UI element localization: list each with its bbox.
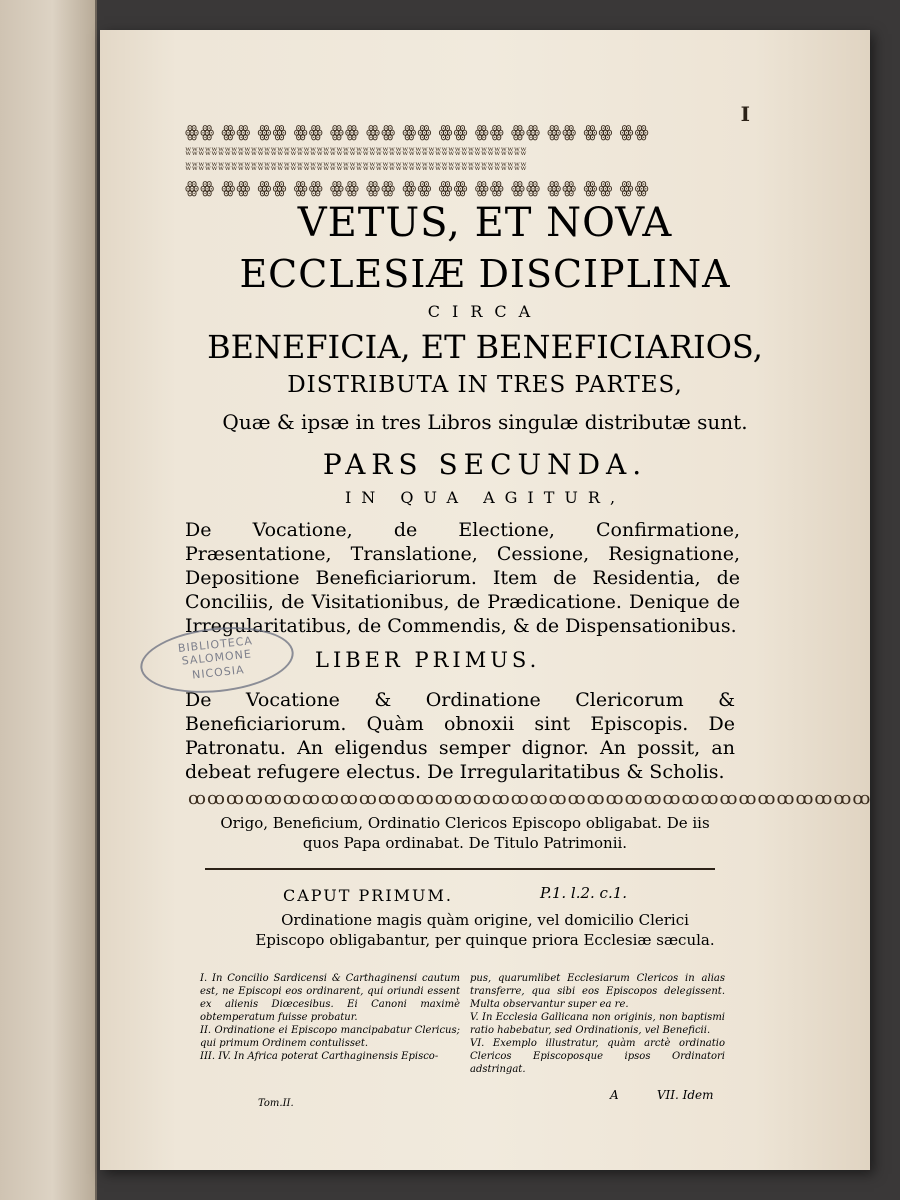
signature-mark [610, 1088, 714, 1102]
page-number: I [740, 102, 750, 126]
note-left-3: III. IV. In Africa poterat Carthaginensis Episco- [200, 1051, 439, 1062]
note-right-2: V. In Ecclesia Gallicana non originis, non baptismi ratio habebatur, sed Ordinationis, vel Beneficii. [470, 1012, 725, 1036]
title-line-1: VETUS, ET NOVA [297, 200, 673, 246]
ornament-middle-row: ʬʬʬʬʬʬʬʬʬʬʬʬʬʬʬʬʬʬʬʬʬʬʬʬʬʬʬʬʬʬʬʬʬʬʬʬʬʬʬʬʬʬʬʬʬʬʬʬʬʬʬʬ [185, 145, 527, 158]
chapter-summary: Origo, Beneficium, Ordinatio Clericos Episcopo obligabat. De iis quos Papa ordinabat. De Titulo Patrimonii. [220, 814, 710, 852]
note-right-3: VI. Exemplo illustratur, quàm arctè ordinatio Clericos Episcoposque ipsos Ordinatori adstringat. [470, 1038, 725, 1075]
signature-letter: A [610, 1088, 619, 1102]
title-line-5: DISTRIBUTA IN TRES PARTES, [287, 372, 683, 398]
in-qua-agitur: IN QUA AGITUR, [344, 488, 626, 507]
notes-left-column [200, 972, 460, 1063]
facing-page-edge [0, 0, 97, 1200]
catchword: VII. Idem [656, 1088, 714, 1102]
contents-paragraph: De Vocatione, de Electione, Confirmatione, Præsentatione, Translatione, Cessione, Resignatione, Depositione Beneficiariorum. Item de Residentia, de Conciliis, de Visitationibus, de Prædicatione. Denique de Irregularitatibus, de Commendis, & de Dispensationibus. [185, 519, 740, 637]
ornament-top-row: ꙮꙮ ꙮꙮ ꙮꙮ ꙮꙮ ꙮꙮ ꙮꙮ ꙮꙮ ꙮꙮ ꙮꙮ ꙮꙮ ꙮꙮ ꙮꙮ ꙮꙮ [185, 122, 650, 141]
title-line-3: CIRCA [427, 302, 543, 321]
liber-heading: LIBER PRIMUS. [315, 648, 541, 672]
horizontal-rule [205, 868, 715, 870]
title-line-4: BENEFICIA, ET BENEFICIARIOS, [207, 328, 763, 366]
note-right-1: pus, quarumlibet Ecclesiarum Clericos in alias transferre, qua sibi eos Episcopos delegissent. Multa observantur super ea re. [470, 973, 725, 1010]
caput-title: CAPUT PRIMUM. [283, 886, 453, 905]
note-left-1: I. In Concilio Sardicensi & Carthaginensi cautum est, ne Episcopi eos ordinarent, qui oriundi essent ex alienis Diœcesibus. Ei Canoni maximè obtemperatum fuisse probatur. [200, 973, 460, 1023]
pars-heading: PARS SECUNDA. [322, 448, 648, 481]
title-line-6: Quæ & ipsæ in tres Libros singulæ distributæ sunt. [222, 410, 748, 434]
note-left-2: II. Ordinatione ei Episcopo mancipabatur Clericus; qui primum Ordinem contulisset. [200, 1025, 460, 1049]
ornament-bottom-row: ꙮꙮ ꙮꙮ ꙮꙮ ꙮꙮ ꙮꙮ ꙮꙮ ꙮꙮ ꙮꙮ ꙮꙮ ꙮꙮ ꙮꙮ ꙮꙮ ꙮꙮ [185, 178, 650, 197]
ornament-band: ꝏꝏꝏꝏꝏꝏꝏꝏꝏꝏꝏꝏꝏꝏꝏꝏꝏꝏꝏꝏꝏꝏꝏꝏꝏꝏꝏꝏꝏꝏꝏꝏꝏꝏꝏꝏ [188, 788, 872, 809]
stamp-top-text: BIBLIOTECA SALOMONE [177, 634, 254, 668]
notes-right-column [470, 972, 725, 1076]
title-line-2: ECCLESIÆ DISCIPLINA [239, 252, 731, 296]
liber-paragraph: De Vocatione & Ordinatione Clericorum & Beneficiariorum. Quàm obnoxii sint Episcopis. De Patronatu. An eligendus semper dignor. An possit, an debeat refugere electus. De Irregularitatibus & Scholis. [185, 689, 735, 783]
stamp-bottom-text: NICOSIA [191, 663, 246, 682]
ornament-middle-row-2: ʬʬʬʬʬʬʬʬʬʬʬʬʬʬʬʬʬʬʬʬʬʬʬʬʬʬʬʬʬʬʬʬʬʬʬʬʬʬʬʬʬʬʬʬʬʬʬʬʬʬʬʬ [185, 160, 527, 173]
caput-reference: P.1. l.2. c.1. [540, 884, 628, 902]
caput-description: Ordinatione magis quàm origine, vel domicilio Clerici Episcopo obligabantur, per quinque priora Ecclesiæ sæcula. [255, 911, 715, 949]
volume-label: Tom.II. [258, 1098, 294, 1109]
